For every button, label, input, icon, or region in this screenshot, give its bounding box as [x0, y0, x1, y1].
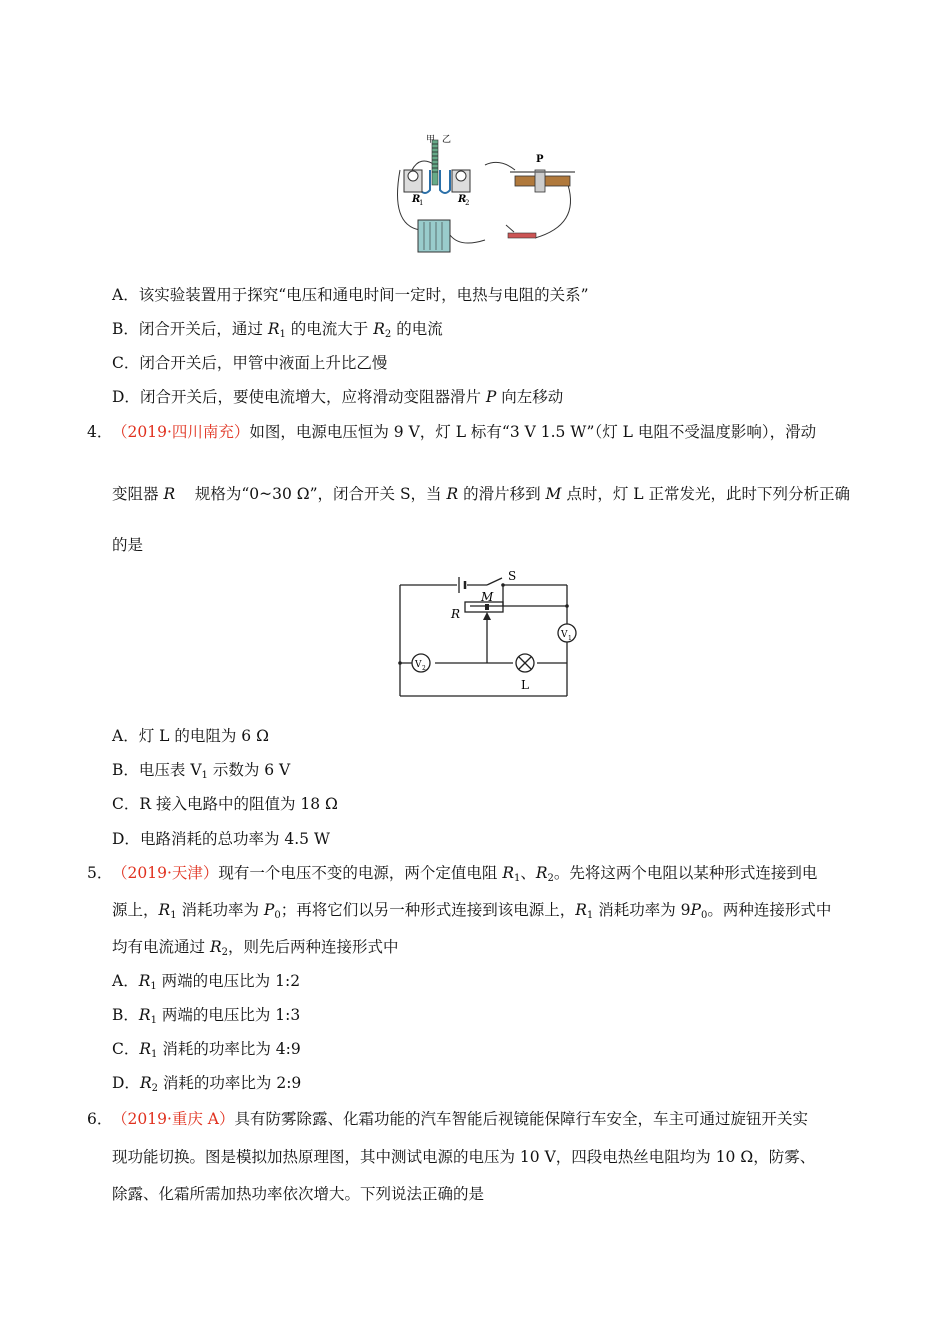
scale-ruler [432, 140, 438, 185]
rheostat-slider [535, 170, 545, 192]
q4-option-b: B．电压表 $V_1$ 示数为 6 V [112, 761, 291, 781]
q4-option-c: C．R 接入电路中的阻值为 18 Ω [112, 795, 338, 813]
q4-stem-line1: （2019·四川南充）如图，电源电压恒为 9 V，灯 L 标有“3 V 1.5 W”（灯 L 电阻不受温度影响），滑动 [112, 423, 817, 441]
q5-option-c: C．$R_1$ 消耗的功率比为 4:9 [112, 1040, 301, 1060]
q4-stem-line2: 变阻器 R 规格为“0~30 Ω”，闭合开关 S，当 R 的滑片移到 M 点时，灯 L 正常发光，此时下列分析正确 [112, 485, 850, 503]
label-jia: 甲 [426, 135, 436, 145]
circuit-diagram [395, 568, 580, 700]
voltmeter-v1-label: V [561, 630, 568, 640]
q3-option-c: C．闭合开关后，甲管中液面上升比乙慢 [112, 354, 388, 372]
q4-number: 4． [87, 423, 113, 441]
label-m: M [481, 590, 494, 604]
q4-stem-line3: 的是 [112, 536, 144, 554]
q6-number: 6． [87, 1110, 113, 1128]
q5-option-b: B．$R_1$ 两端的电压比为 1:3 [112, 1006, 301, 1026]
q5-option-d: D．$R_2$ 消耗的功率比为 2:9 [112, 1074, 302, 1094]
svg-text:1: 1 [419, 199, 424, 207]
q6-stem-line3: 除露、化霜所需加热功率依次增大。下列说法正确的是 [112, 1185, 485, 1203]
q4-option-a: A．灯 L 的电阻为 6 Ω [112, 727, 269, 745]
svg-text:2: 2 [422, 665, 426, 672]
q5-stem-line2: 源上，$R_1$ 消耗功率为 $P_0$；再将它们以另一种形式连接到该电源上，$R_1$ 消耗功率为 $9P_0$。两种连接形式中 [112, 901, 832, 921]
q5-source-tag: （2019·天津） [112, 864, 219, 882]
q5-number: 5． [87, 864, 113, 882]
q3-option-b: B．闭合开关后，通过 $R_1$ 的电流大于 $R_2$ 的电流 [112, 320, 443, 340]
voltmeter-v2-label: V [415, 660, 422, 670]
u-tube-right [440, 170, 450, 193]
q5-stem-line3: 均有电流通过 $R_2$，则先后两种连接形式中 [112, 938, 399, 958]
battery [418, 220, 450, 252]
q6-stem-line2: 现功能切换。图是模拟加热原理图，其中测试电源的电压为 10 V，四段电热丝电阻均为 10 Ω，防雾、 [112, 1148, 816, 1166]
joule-heat-apparatus-figure [390, 130, 590, 255]
q4-option-d: D．电路消耗的总功率为 4.5 W [112, 830, 330, 848]
label-l: L [521, 678, 529, 692]
q6-source-tag: （2019·重庆 A） [112, 1110, 235, 1128]
q4-source-tag: （2019·四川南充） [112, 423, 250, 441]
svg-text:1: 1 [568, 635, 572, 642]
label-r: R [451, 607, 461, 621]
label-r2: R [458, 194, 467, 205]
label-p: P [536, 154, 544, 165]
switch [508, 233, 536, 238]
q5-option-a: A．$R_1$ 两端的电压比为 1:2 [112, 972, 301, 992]
svg-text:2: 2 [465, 199, 470, 207]
label-yi: 乙 [442, 135, 452, 145]
q3-option-d: D．闭合开关后，要使电流增大，应将滑动变阻器滑片 P 向左移动 [112, 388, 564, 406]
q6-stem-line1: （2019·重庆 A）具有防雾除露、化霜功能的汽车智能后视镜能保障行车安全，车主可通过旋钮开关实 [112, 1110, 809, 1128]
label-s: S [508, 569, 517, 583]
label-r1: R [412, 194, 421, 205]
q3-option-a: A．该实验装置用于探究“电压和通电时间一定时，电热与电阻的关系” [112, 286, 589, 304]
q5-stem-line1: （2019·天津）现有一个电压不变的电源，两个定值电阻 $R_1$、$R_2$。先将这两个电阻以某种形式连接到电 [112, 864, 818, 884]
